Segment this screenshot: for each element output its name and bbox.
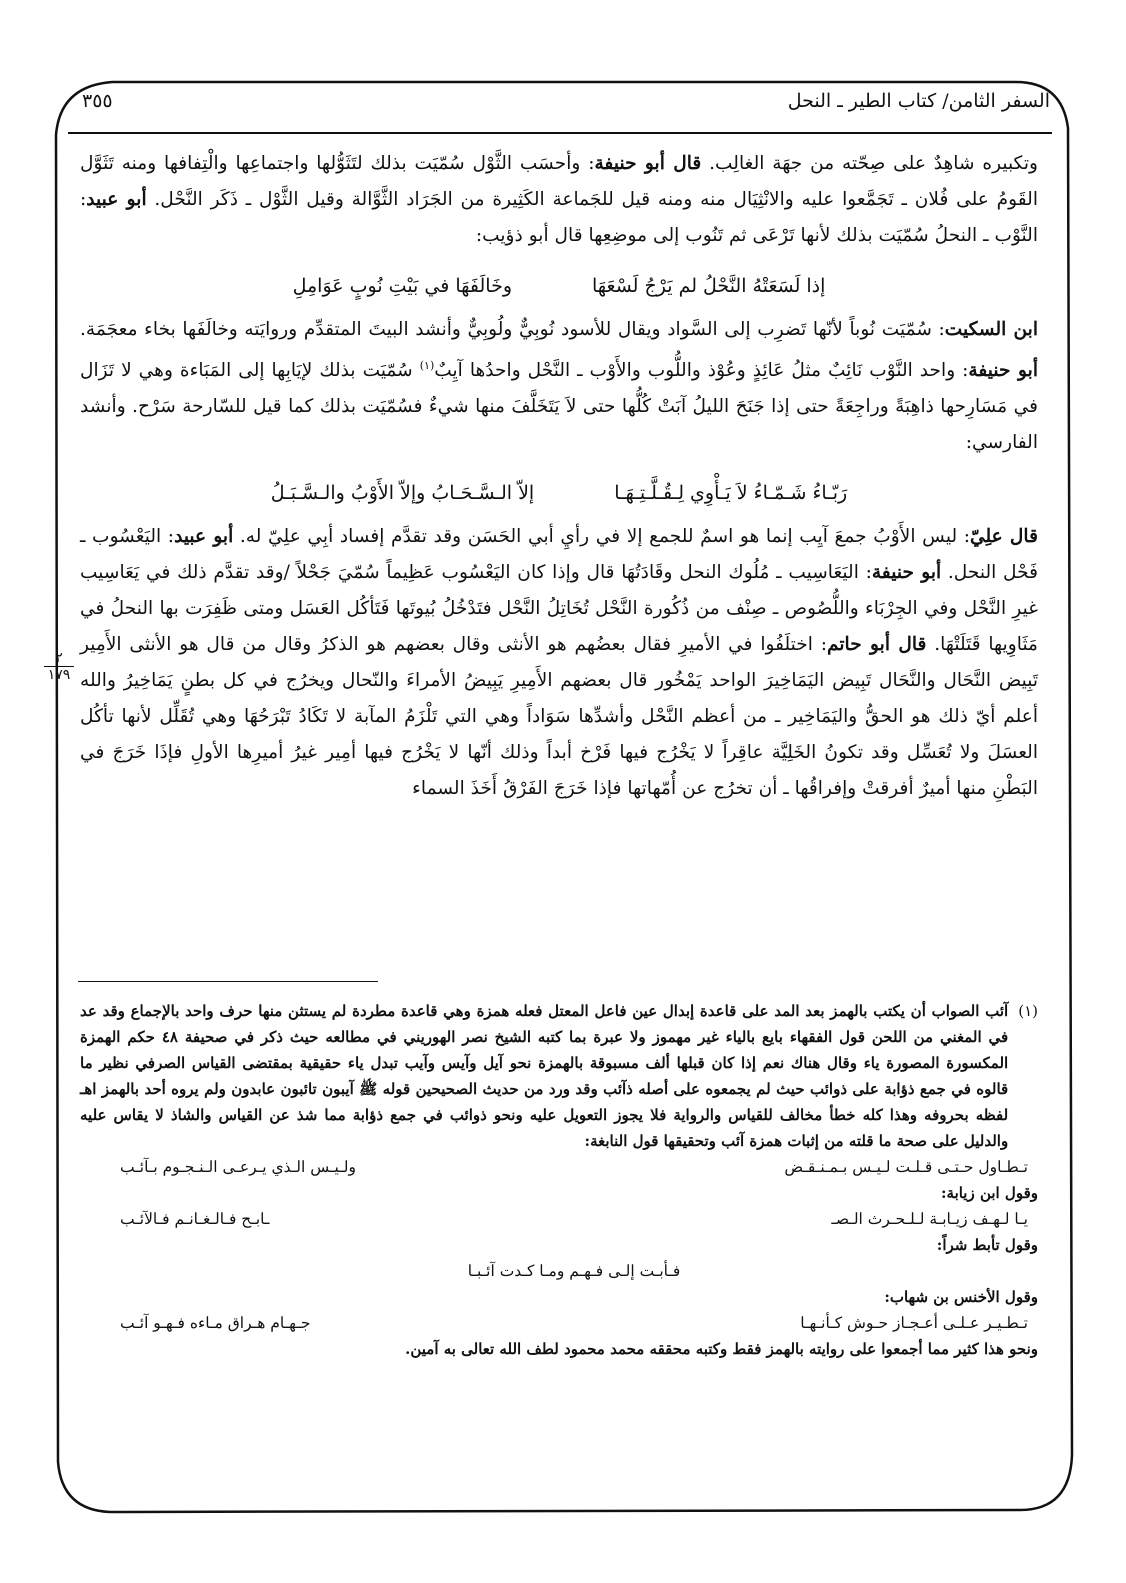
footnote-divider — [78, 981, 378, 982]
footnote-intro-4: وقول الأخنس بن شهاب: — [884, 1288, 1038, 1306]
footnote-text: آئب الصواب أن يكتب بالهمز بعد المد على قاعدة إبدال عين فاعل المعتل فعله همزة وهي قاعدة مطردة لم يستثن منها حرف واحد بالإجماع وقد عد في المغني من اللحن قول الفقهاء بايع بالياء غير مهموز ولا عبرة بما كتبه الشيخ نصر الهوريني في مطالعه حيث ذكر في صحيفة ٤٨ حكم الهمزة المكسورة المصورة ياء وقال هناك نعم إذا كان قبلها ألف مسبوقة بالهمزة نحو آيل وآيس وآيب تبدل ياء حقيقية بمقتضى القياس الصرفي نظير ما قالوه في جمع ذؤابة على ذوائب حيث لم يجمعوه على أصله ذآئب وقد ورد من حديث الصحيحين قوله ﷺ آيبون تائبون عابدون ولم يروه أحد بالهمز اهـ لفظه بحروفه وهذا كله خطأ مخالف للقياس والرواية فلا يجوز التعويل عليه ونحو ذوائب في جمع ذؤابة مما شذ عن القياس والشاذ لا يقاس عليه والدليل على صحة ما قلته من إثبات همزة آئب وتحقيقها قول النابغة: — [80, 1002, 1009, 1150]
verse-2-first-hemistich: رَبّـاءُ شَـمّـاءُ لاَ يَـأْوِي لِـقُـلَّـتِـهَـا — [614, 482, 848, 505]
verse-2 — [80, 475, 1038, 511]
paragraph-3: قال علِيّ: ليس الأَوْبُ جمعَ آيِب إنما هو اسمٌ للجمع إلا في رأيِ أبي الحَسَن وقد تقدَّم إفساد أبِي علِيّ له. أبو عبيد: اليَعْسُوب ـ فَحْل النحل. أبو حنيفة: اليَعَاسِيب ـ مُلُوك النحل وقَادَتُهَا قال وإذا كان اليَعْسُوب عَظِيماً سُمّيَ جَحْلاً /وقد تقدَّم ذلك في يَعَاسِيب غيرِ النَّحْل وفي الجِرْبَاء واللُّصُوص ـ صِنْف من ذُكُورة النَّحْل تُخَاتِلُ النَّحْل فتَدْخُلُ بُيوتَها فَتَأكُل العَسَل ومتى ظَفِرَت بها النحلُ في مَثَاوِيها قَتَلَتْهَا. قال أبو حاتم: اختلَفُوا في الأميرِ فقال بعضُهم هو الأنثى وقال بعضهم هو الذكرُ وقال من قال هو الأنثى الأَمِير تَبِيض النَّحَال والنَّحَال تَبِيض اليَمَاخِيرَ الواحد يَمْخُور قال بعضهم الأَمِيرِ يَبِيضُ الأمراءَ والنّحال ويخرُج في كل بطنٍ يَمَاخِيرُ والله أعلم أيّ ذلك هو الحقُّ واليَمَاخِير ـ من أعظم النَّحْل وأشدِّها سَوَاداً وهي التي تَلْزَمُ المآبة لا تَكَادُ تَبْرَحُهَا وهي تُقَلِّل لأنها تأكُل العسَلَ ولا تُعَسِّل وقد تكونُ الخَلِيَّة عاقِراً لا يَخْرُج فيها فَرْخ أبداً وذلك أنّها لا يَخْرُج فيها أمِير غيرُ أميرِها الأولِ فإذَا خَرَجَ في البَطْنِ منها أميرٌ أفرقتْ وإفراقُها ـ أن تخرُج عن أُمّهاتها فإذا خَرَجَ الفَرْقُ أَخَذَ السماء — [80, 526, 1039, 800]
footnote-verse-3: فـأبـت إلـى فـهـم ومـا كـدت آئـبـا — [467, 1262, 681, 1280]
verse-1 — [80, 268, 1038, 304]
header-divider — [68, 132, 1052, 134]
footnote-reference[interactable]: (١) — [419, 359, 435, 372]
verse-1-first-hemistich: إذا لَسَعَتْهُ النَّحْلُ لم يَرْجُ لَسْعَهَا — [592, 275, 826, 297]
footnote-intro-2: وقول ابن زيابة: — [940, 1184, 1038, 1202]
verse-1-second-hemistich: وخَالَفَهَا في بَيْتِ نُوبٍ عَوَامِلِ — [292, 275, 512, 297]
footnote-1 — [80, 998, 1038, 1154]
footnote-verse-2: يـا لـهـف زيـابـة لـلـحـرث الـصـ ـابـح فـالـغـانـم فـالآئـب — [120, 1210, 1028, 1228]
footnote-verse-4: تـطـيـر عـلـى أعـجـاز حـوش كـأنـهـا جـهـام هـراق مـاءه فـهـو آئـب — [120, 1314, 1028, 1332]
footnote-verse-1: تـطـاول حـتـى قـلـت لـيـس بـمـنـقـض ولـيـس الـذي يـرعـى الـنـجـوم بـآئـب — [120, 1158, 1028, 1176]
running-header — [70, 90, 1050, 122]
paragraph-1: وتكبيره شاهِدٌ على صِحّته من جهَة الغالِب. قال أبو حنيفة: وأحسَب الثَّوْل سُمّيَت بذلك لتَثَوُّلها واجتماعِها والْتِفافها ومنه تَثَوَّل القَومُ على فُلان ـ تَجَمَّعوا عليه والانْثِيَال منه ومنه قيل للجَماعة الكَثِيرة من الجَرَاد الثَّوَّالة وقيل الثَّوْل ـ ذَكَر النَّحْل. أبو عبيد: النَّوْب ـ النحلُ سُمّيَت بذلك لأنها تَرْعَى ثم تَنُوب إلى موضِعِها قال أبو ذؤيب: — [80, 153, 1039, 246]
paragraph-2: ابن السكيت: سُمّيَت نُوباً لأنّها تَضرِب إلى السَّواد ويقال للأسود نُوبِيٌّ ولُوبِيٌّ وأنشد البيتَ المتقدِّم وروايَته وخالَفَها بخاء معجَمَة. أبو حنيفة: واحد النَّوْب نَائِبٌ مثلُ عَائِذٍ وعُوْذ واللُّوب والأَوْب ـ النَّحْل واحدُها آيِبٌ$^{(١)}$ سُمّيَت بذلك لإيَابِها إلى المَبَاءة وهي لا تَزَال في مَسَارِحها ذاهِبَةً وراجِعَةً حتى إذا جَنَحَ الليلُ آبَتْ كُلُّها حتى لاَ يَتَخَلَّفَ منها شيءٌ فسُمّيَت بذلك كما قيل للسّارحة سَرْح. وأنشد الفارسي: — [80, 319, 1038, 454]
verse-2-second-hemistich: إلاّ الـسَّـحَـابُ وإلاّ الأَوْبُ والـسَّـبَـلُ — [270, 482, 535, 505]
footnote-closing: ونحو هذا كثير مما أجمعوا على روايته بالهمز فقط وكتبه محققه محمد محمود لطف الله تعالى به آمين. — [405, 1340, 1038, 1358]
footnote-mark: (١) — [1018, 1002, 1038, 1020]
footnotes — [80, 998, 1038, 1362]
margin-page-reference: ٢ ١٧٩ — [44, 650, 74, 683]
running-header-title: السفر الثامن/ كتاب الطير ـ النحل — [787, 90, 1050, 112]
page — [47, 78, 1060, 1518]
page-number: ٣٥٥ — [82, 90, 113, 112]
footnote-intro-3: وقول تأبط شراً: — [936, 1236, 1038, 1254]
main-text — [80, 146, 1038, 807]
